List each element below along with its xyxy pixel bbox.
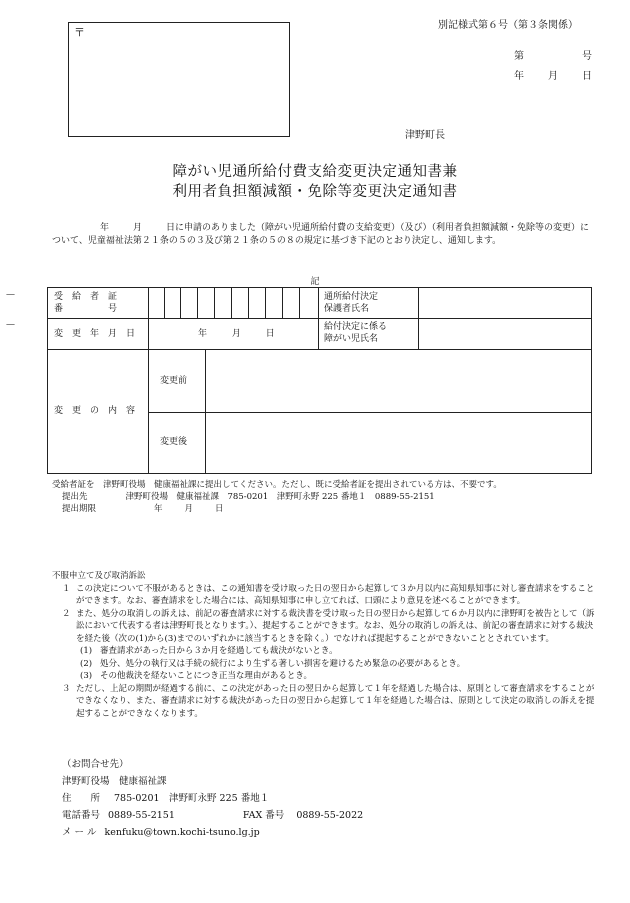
digit-box-divider [197, 288, 198, 318]
digit-box-divider [282, 288, 283, 318]
intro-paragraph [52, 222, 592, 248]
objection-heading: 不服申立て及び取消訴訟 [52, 571, 146, 581]
objection-subitem: (3) その他裁決を経ないことにつき正当な理由があるとき。 [80, 671, 312, 681]
digit-box-divider [265, 288, 266, 318]
after-label: 変更後 [160, 437, 188, 447]
address-box [68, 22, 290, 137]
ki-heading: 記 [310, 277, 320, 287]
issuer: 津野町長 [405, 130, 445, 141]
objection-section [52, 570, 597, 720]
row-divider [48, 349, 591, 350]
col-divider [148, 288, 149, 473]
contact-address: 住 所 785-0201 津野町永野 225 番地１ [62, 793, 270, 804]
submission-deadline: 提出期限 年 月 日 [62, 504, 224, 514]
contact-heading: （お問合せ先） [62, 759, 129, 770]
row-divider [48, 318, 591, 319]
submission-note: 受給者証を 津野町役場 健康福祉課に提出してください。ただし、既に受給者証を提出されている方は、不要です。 [52, 480, 502, 490]
contact-phone-fax: 電話番号 0889-55-2151 FAX 番号 0889-55-2022 [62, 810, 364, 821]
digit-box-divider [164, 288, 165, 318]
objection-item: ３ ただし、上記の期間が経過する前に、この決定があった日の翌日から起算して１年を経過した場合は、原則として審査請求をすることができなくなり、また、審査請求に対する裁決があった日の翌日から起算して１年を経過した場合は、原則として決定の取消しの訴えを提起することができなくなります。 [62, 683, 595, 719]
objection-item: ２ また、処分の取消しの訴えは、前記の審査請求に対する裁決書を受け取った日の翌日から起算して６か月以内に津野町を被告として（訴訟において代表する者は津野町長となります。）、提起することができます。なお、処分の取消しの訴えは、前記の審査請求に対する裁決を経た後（次の(1)から(3)までのいずれかに該当するときを除く。）でなければ提起することができないこととされています。 [62, 608, 595, 644]
intro-month: 月 [133, 223, 143, 233]
document-title-line2: 利用者負担額減額・免除等変更決定通知書 [172, 184, 458, 200]
submission-destination: 提出先 津野町役場 健康福祉課 785-0201 津野町永野 225 番地１ 0889-55-2151 [62, 492, 435, 502]
doc-number-suffix: 号 [582, 51, 592, 62]
digit-box-divider [299, 288, 300, 318]
submission-section [52, 479, 612, 515]
document-number [514, 47, 592, 62]
before-label: 変更前 [160, 376, 188, 386]
recipient-no-label: 受 給 者 証 番 号 [54, 292, 118, 314]
document-date [514, 67, 592, 82]
col-divider [318, 288, 319, 349]
intro-text: 日に申請のありました（障がい児通所給付費の支給変更）（及び）（利用者負担額減額・免除等の変更）について、児童福祉法第２１条の５の３及び第２１条の５の８の規定に基づき下記のとおり決定し、通知します。 [52, 223, 590, 246]
change-date-label: 変 更 年 月 日 [54, 329, 136, 339]
doc-number-prefix: 第 [514, 51, 524, 62]
form-number: 別記様式第６号（第３条関係） [438, 20, 578, 31]
row-divider [148, 412, 591, 413]
change-date-value: 年 月 日 [198, 329, 275, 339]
col-divider [205, 349, 206, 473]
digit-box-divider [248, 288, 249, 318]
doc-date-month: 月 [548, 71, 558, 82]
margin-mark-2: — [6, 320, 15, 330]
doc-date-day: 日 [582, 71, 592, 82]
contact-section [62, 756, 363, 841]
change-content-label: 変 更 の 内 容 [54, 406, 136, 416]
child-name-label: 給付決定に係る 障がい児氏名 [324, 322, 388, 344]
document-title-line1: 障がい児通所給付費支給変更決定通知書兼 [172, 164, 458, 180]
col-divider [418, 288, 419, 349]
doc-date-year: 年 [514, 71, 524, 82]
guardian-name-label: 通所給付決定 保護者氏名 [324, 292, 379, 314]
postal-mark: 〒 [74, 26, 85, 39]
contact-email: メ ー ル kenfuku@town.kochi-tsuno.lg.jp [62, 827, 260, 838]
intro-year: 年 [100, 223, 110, 233]
contact-office: 津野町役場 健康福祉課 [62, 776, 167, 787]
digit-box-divider [231, 288, 232, 318]
objection-item: １ この決定について不服があるときは、この通知書を受け取った日の翌日から起算して３か月以内に高知県知事に対し審査請求をすることができます。なお、審査請求をした場合には、高知県知事に申し立てれば、口頭により意見を述べることができます。 [62, 583, 595, 606]
digit-box-divider [214, 288, 215, 318]
digit-box-divider [180, 288, 181, 318]
objection-subitem: (1) 審査請求があった日から３か月を経過しても裁決がないとき。 [80, 646, 338, 656]
decision-table [47, 287, 592, 474]
margin-mark-1: — [6, 290, 15, 300]
objection-subitem: (2) 処分、処分の執行又は手続の続行により生ずる著しい損害を避けるため緊急の必要があるとき。 [80, 658, 466, 669]
